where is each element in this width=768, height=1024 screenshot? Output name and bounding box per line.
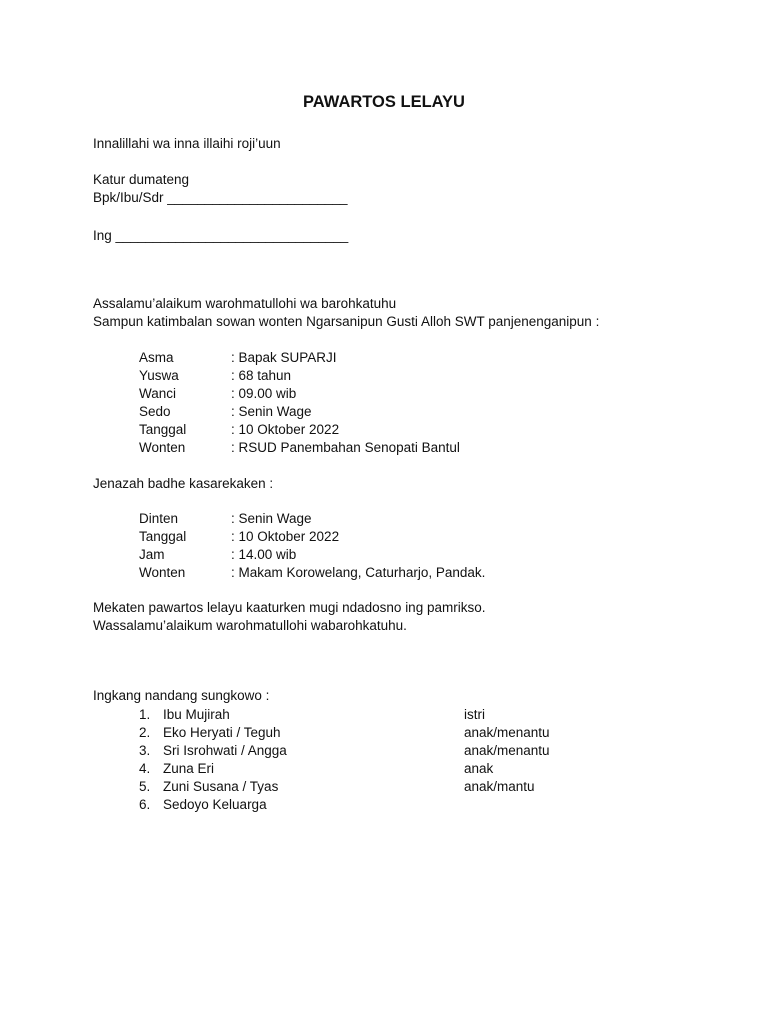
list-item-name: Eko Heryati / Teguh xyxy=(163,725,281,740)
detail-label: Yuswa xyxy=(139,368,179,383)
burial-heading: Jenazah badhe kasarekaken : xyxy=(93,476,274,491)
list-item-number: 5. xyxy=(139,779,151,794)
burial-value: : Makam Korowelang, Caturharjo, Pandak. xyxy=(231,565,486,580)
burial-value: : Senin Wage xyxy=(231,511,312,526)
list-item-name: Zuna Eri xyxy=(163,761,215,776)
mourners-heading: Ingkang nandang sungkowo : xyxy=(93,688,270,703)
list-item-relation: anak/menantu xyxy=(464,725,550,740)
document-title: PAWARTOS LELAYU xyxy=(303,93,465,111)
katur-line: Katur dumateng xyxy=(93,172,190,187)
detail-value: : Senin Wage xyxy=(231,404,312,419)
list-item-relation: anak/menantu xyxy=(464,743,550,758)
list-item-number: 3. xyxy=(139,743,151,758)
list-item-relation: istri xyxy=(464,707,485,722)
list-item-name: Sri Isrohwati / Angga xyxy=(163,743,287,758)
closing-line: Mekaten pawartos lelayu kaaturken mugi ndadosno ing pamrikso. xyxy=(93,600,486,615)
burial-label: Dinten xyxy=(139,511,179,526)
list-item-name: Zuni Susana / Tyas xyxy=(163,779,279,794)
detail-label: Asma xyxy=(139,350,174,365)
detail-value: : 68 tahun xyxy=(231,368,292,383)
list-item-name: Ibu Mujirah xyxy=(163,707,230,722)
greeting-line: Assalamu’alaikum warohmatullohi wa barohkatuhu xyxy=(93,296,397,311)
burial-value: : 14.00 wib xyxy=(231,547,297,562)
list-item-relation: anak/mantu xyxy=(464,779,535,794)
announcement-line: Sampun katimbalan sowan wonten Ngarsanipun Gusti Alloh SWT panjenenganipun : xyxy=(93,314,600,329)
list-item-name: Sedoyo Keluarga xyxy=(163,797,267,812)
burial-label: Wonten xyxy=(139,565,186,580)
list-item-relation: anak xyxy=(464,761,494,776)
detail-label: Wanci xyxy=(139,386,177,401)
detail-value: : 10 Oktober 2022 xyxy=(231,422,340,437)
opening-line: Innalillahi wa inna illaihi roji’uun xyxy=(93,136,281,151)
detail-value: : 09.00 wib xyxy=(231,386,297,401)
burial-value: : 10 Oktober 2022 xyxy=(231,529,340,544)
farewell-line: Wassalamu’alaikum warohmatullohi wabarohkatuhu. xyxy=(93,618,407,633)
list-item-number: 6. xyxy=(139,797,151,812)
address-line: Ing _______________________________ xyxy=(93,228,349,243)
detail-label: Tanggal xyxy=(139,422,187,437)
detail-value: : RSUD Panembahan Senopati Bantul xyxy=(231,440,460,455)
recipient-line: Bpk/Ibu/Sdr ________________________ xyxy=(93,190,348,205)
list-item-number: 4. xyxy=(139,761,151,776)
detail-value: : Bapak SUPARJI xyxy=(231,350,337,365)
list-item-number: 2. xyxy=(139,725,151,740)
list-item-number: 1. xyxy=(139,707,151,722)
detail-label: Sedo xyxy=(139,404,171,419)
burial-label: Tanggal xyxy=(139,529,187,544)
detail-label: Wonten xyxy=(139,440,186,455)
burial-label: Jam xyxy=(139,547,165,562)
